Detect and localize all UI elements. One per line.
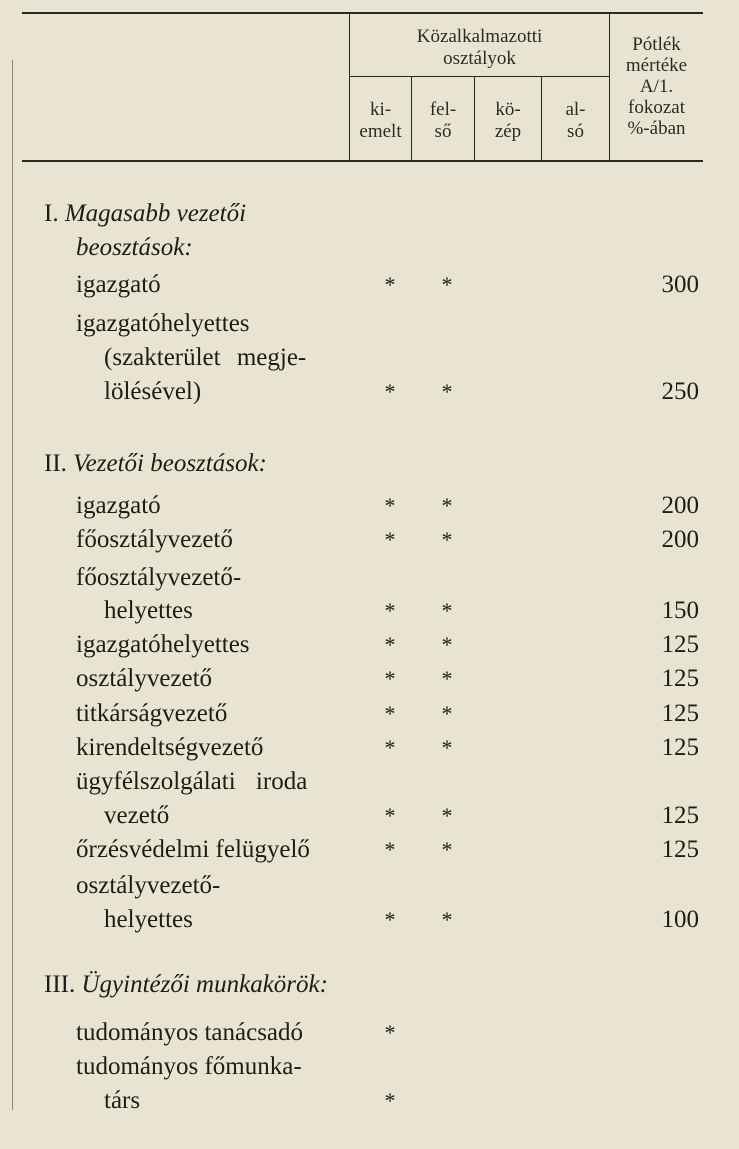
section-title: Ügyintézői munkakörök:	[81, 971, 328, 998]
mark-kozep: *	[441, 837, 453, 862]
allowance-line: Pótlék	[632, 34, 681, 55]
mark-kozep: *	[441, 735, 453, 760]
row-label: igazgatóhelyettes	[76, 631, 250, 658]
col-header-line2: só	[567, 121, 584, 142]
mark-felso: *	[384, 598, 396, 623]
row-label: lölésével)	[104, 378, 202, 405]
table-row-cont	[0, 594, 739, 628]
col-header-felso	[412, 99, 474, 143]
row-label: vezető	[104, 802, 170, 829]
row-value: 100	[661, 906, 699, 933]
table-row	[0, 833, 739, 867]
mark-felso: *	[384, 493, 396, 518]
group-title	[350, 26, 609, 70]
mark-kozep: *	[441, 379, 453, 404]
table-row	[0, 561, 739, 595]
header-group-rule	[350, 76, 610, 77]
table-row	[0, 869, 739, 903]
row-value: 150	[661, 597, 699, 624]
row-label: ügyfélszolgálati iroda	[76, 768, 308, 795]
table-row	[0, 489, 739, 523]
row-label: tudományos tanácsadó	[76, 1019, 304, 1046]
row-value: 125	[661, 836, 699, 863]
table-row	[0, 307, 739, 341]
row-label: (szakterület megje-	[104, 344, 307, 371]
mark-felso: *	[384, 837, 396, 862]
section-title: Vezetői beosztások:	[73, 450, 267, 477]
table-row-cont	[0, 341, 739, 375]
group-title-line1: Közalkalmazotti	[416, 26, 543, 47]
section-heading	[0, 968, 739, 1002]
mark-felso: *	[384, 632, 396, 657]
table-row	[0, 1050, 739, 1084]
section-heading	[0, 197, 739, 231]
mark-kozep: *	[441, 666, 453, 691]
mark-felso: *	[384, 379, 396, 404]
col-header-line1: ki-	[369, 99, 392, 120]
row-value: 200	[661, 492, 699, 519]
group-title-line2: osztályok	[443, 48, 516, 69]
mark-felso: *	[384, 527, 396, 552]
header-bottom-rule	[22, 160, 703, 162]
row-label: igazgató	[76, 492, 161, 519]
mark-felso: *	[384, 1020, 396, 1045]
table-row	[0, 523, 739, 557]
row-label: tudományos főmunka-	[76, 1053, 302, 1080]
mark-kozep: *	[441, 598, 453, 623]
col-header-line2: ső	[434, 121, 452, 142]
col-header-also	[542, 99, 609, 143]
row-value: 125	[661, 665, 699, 692]
allowance-line: fokozat	[628, 97, 685, 118]
table-row	[0, 731, 739, 765]
row-label: osztályvezető-	[76, 872, 221, 899]
col-header-line1: fel-	[429, 99, 457, 120]
table-row	[0, 697, 739, 731]
section-title: Magasabb vezetői	[64, 200, 247, 227]
table-row-cont	[0, 375, 739, 409]
mark-kozep: *	[441, 701, 453, 726]
col-header-line2: zép	[494, 121, 522, 142]
row-value: 125	[661, 700, 699, 727]
table-row	[0, 765, 739, 799]
mark-kozep: *	[441, 272, 453, 297]
table-row-cont	[0, 903, 739, 937]
col-header-line1: kö-	[495, 99, 521, 120]
table-row	[0, 628, 739, 662]
row-label: osztályvezető	[76, 665, 213, 692]
mark-kozep: *	[441, 527, 453, 552]
table-row	[0, 662, 739, 696]
row-label: társ	[104, 1087, 141, 1114]
row-value: 250	[661, 378, 699, 405]
top-rule	[22, 12, 703, 14]
allowance-header	[610, 34, 703, 139]
section-heading	[0, 447, 739, 481]
col-header-kiemelt	[350, 99, 411, 143]
table-row-cont	[0, 1084, 739, 1118]
allowance-line: A/1.	[639, 76, 674, 97]
row-label: kirendeltségvezető	[76, 734, 264, 761]
mark-felso: *	[384, 272, 396, 297]
row-value: 300	[661, 271, 699, 298]
section-title: beosztások:	[76, 234, 193, 261]
mark-felso: *	[384, 803, 396, 828]
mark-felso: *	[384, 666, 396, 691]
mark-felso: *	[384, 907, 396, 932]
row-label: igazgatóhelyettes	[76, 310, 250, 337]
row-value: 125	[661, 802, 699, 829]
row-label: igazgató	[76, 271, 161, 298]
section-number: II.	[44, 450, 67, 477]
col-header-kozep	[475, 99, 541, 143]
table-row	[0, 268, 739, 302]
row-label: főosztályvezető-	[76, 564, 242, 591]
row-label: helyettes	[104, 597, 193, 624]
section-heading-cont	[0, 231, 739, 265]
section-number: III.	[44, 971, 76, 998]
allowance-line: %-ában	[627, 118, 686, 139]
row-value: 125	[661, 734, 699, 761]
mark-felso: *	[384, 701, 396, 726]
table-row-cont	[0, 799, 739, 833]
mark-kozep: *	[441, 632, 453, 657]
mark-felso: *	[384, 735, 396, 760]
col-header-line1: al-	[565, 99, 586, 120]
mark-felso: *	[384, 1088, 396, 1113]
row-label: főosztályvezető	[76, 526, 233, 553]
allowance-line: mértéke	[625, 55, 688, 76]
section-number: I.	[44, 200, 59, 227]
col-header-line2: emelt	[359, 121, 402, 142]
mark-kozep: *	[441, 493, 453, 518]
row-value: 200	[661, 526, 699, 553]
row-label: őrzésvédelmi felügyelő	[76, 836, 310, 863]
row-label: titkárságvezető	[76, 700, 228, 727]
mark-kozep: *	[441, 907, 453, 932]
row-value: 125	[661, 631, 699, 658]
mark-kozep: *	[441, 803, 453, 828]
row-label: helyettes	[104, 906, 193, 933]
table-row	[0, 1016, 739, 1050]
